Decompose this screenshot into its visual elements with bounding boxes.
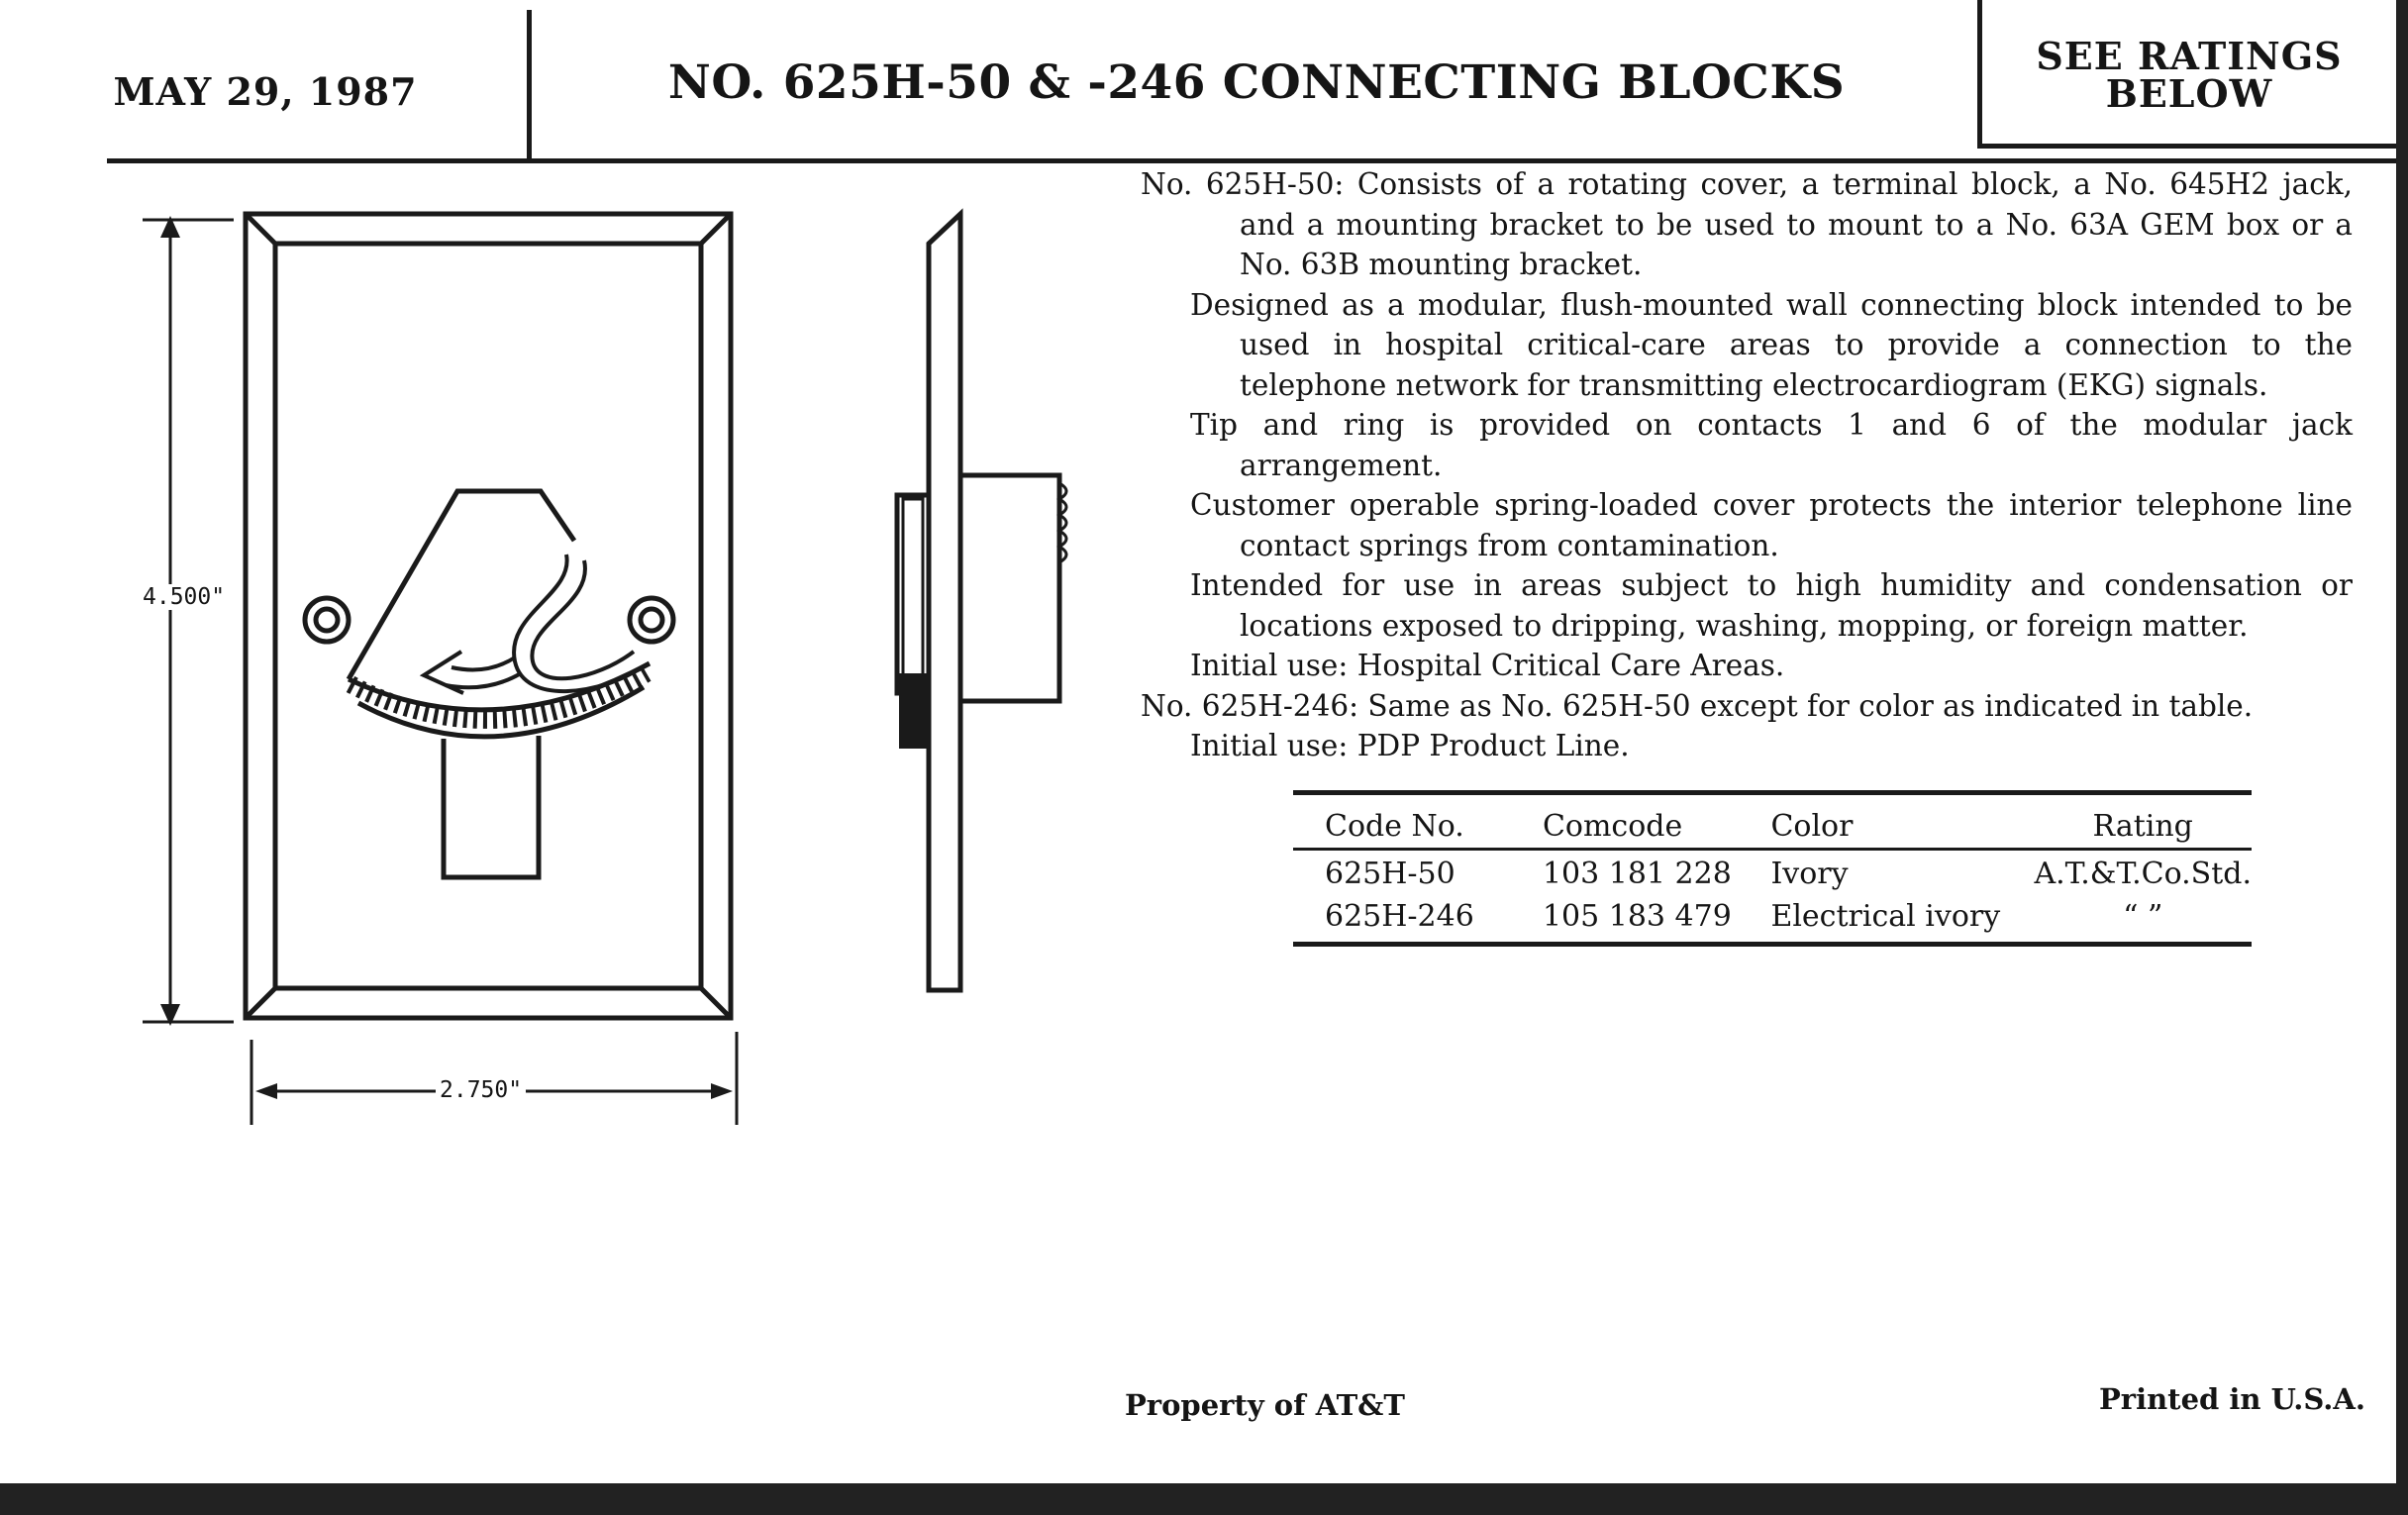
left-screw-icon — [305, 598, 349, 642]
header-rule-main — [107, 158, 2396, 163]
column-header-comcode: Comcode — [1539, 793, 1771, 850]
ratings-table — [1293, 790, 2252, 947]
description — [1141, 164, 2353, 766]
description-contacts: Tip and ring is provided on contacts 1 and 6 of the modular jack arrangement. — [1190, 408, 2353, 482]
cell-rating: “ ” — [2034, 893, 2252, 945]
footer-property: Property of AT&T — [1125, 1388, 1405, 1422]
cell-color: Electrical ivory — [1770, 893, 2034, 945]
ratings-note-line2: BELOW — [2105, 71, 2273, 116]
table-header-row — [1293, 793, 2252, 850]
cell-rating: A.T.&T.Co.Std. — [2034, 857, 2252, 891]
right-screw-icon — [630, 598, 673, 642]
scan-edge-bottom — [0, 1483, 2408, 1515]
cell-color: Ivory — [1770, 857, 1849, 891]
cell-code: 625H-246 — [1293, 893, 1539, 945]
side-box — [960, 475, 1059, 701]
column-header-rating: Rating — [2034, 793, 2252, 850]
cell-comcode: 105 183 479 — [1539, 893, 1771, 945]
height-dimension-label: 4.500" — [139, 584, 229, 610]
issue-date: MAY 29, 1987 — [113, 69, 418, 114]
description-design: Designed as a modular, flush-mounted wall connecting block intended to be used in hospital critical-care areas to provide a connection to the telephone network for transmitting electrocardiogram (EKG) signals. — [1190, 287, 2353, 402]
rotating-cover-outline — [349, 491, 574, 679]
front-view-drawing — [99, 198, 792, 1149]
side-faceplate — [929, 214, 960, 990]
description-625h-50: No. 625H-50: Consists of a rotating cover, a terminal block, a No. 645H2 jack, and a mounting bracket to be used to mount to a No. 63A GEM box or a No. 63B mounting bracket. — [1141, 167, 2353, 281]
table-row — [1293, 893, 2252, 945]
column-header-code: Code No. — [1293, 793, 1539, 850]
side-latch — [899, 673, 927, 749]
header-rule-right — [1982, 144, 2398, 149]
description-initial-use-2: Initial use: PDP Product Line. — [1190, 729, 1630, 762]
cell-comcode: 103 181 228 — [1542, 857, 1732, 891]
description-cover: Customer operable spring-loaded cover protects the interior telephone line contact springs from contamination. — [1190, 488, 2353, 562]
table-row — [1293, 850, 2252, 894]
description-625h-246: No. 625H-246: Same as No. 625H-50 except for color as indicated in table. — [1141, 688, 2254, 723]
footer-printed: Printed in U.S.A. — [2099, 1382, 2365, 1416]
spring-contact — [514, 555, 642, 691]
scan-edge-right — [2396, 0, 2408, 1515]
ratings-note — [1985, 34, 2393, 116]
description-initial-use-1: Initial use: Hospital Critical Care Areas. — [1190, 649, 1785, 682]
jack-slot — [444, 736, 539, 877]
rotate-arrow-icon — [446, 657, 521, 687]
cell-code: 625H-50 — [1325, 857, 1455, 891]
side-view-drawing — [881, 198, 1119, 1050]
width-dimension-label: 2.750" — [436, 1077, 526, 1103]
description-environment: Intended for use in areas subject to high humidity and condensation or locations exposed to dripping, washing, mopping, or foreign matter. — [1190, 568, 2353, 643]
ratings-note-line1: SEE RATINGS — [2036, 34, 2343, 78]
column-header-color: Color — [1770, 793, 2034, 850]
page-title: NO. 625H-50 & -246 CONNECTING BLOCKS — [667, 55, 1846, 110]
